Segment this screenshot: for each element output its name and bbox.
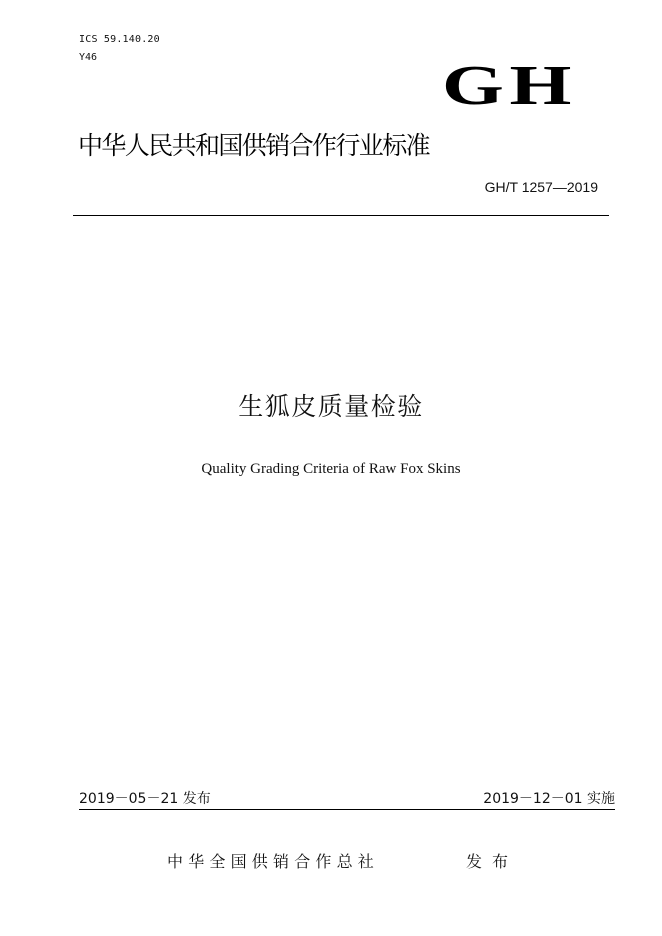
gh-logo: GH [442,55,578,117]
industry-standard-heading: 中华人民共和国供销合作行业标准 [78,131,430,160]
footer-divider [79,809,615,810]
document-title-english: Quality Grading Criteria of Raw Fox Skins [201,461,461,477]
ics-code: ICS 59.140.20 [79,34,160,45]
header-divider [73,215,609,216]
publish-date: 2019－05－21 发布 [79,791,211,807]
classification-code: Y46 [79,52,98,63]
issuing-organization: 中华全国供销合作总社 [167,852,380,871]
standard-number: GH/T 1257—2019 [484,179,598,195]
issue-label: 发布 [466,852,519,871]
implement-date: 2019－12－01 实施 [483,791,615,807]
document-title-chinese: 生狐皮质量检验 [238,392,424,421]
